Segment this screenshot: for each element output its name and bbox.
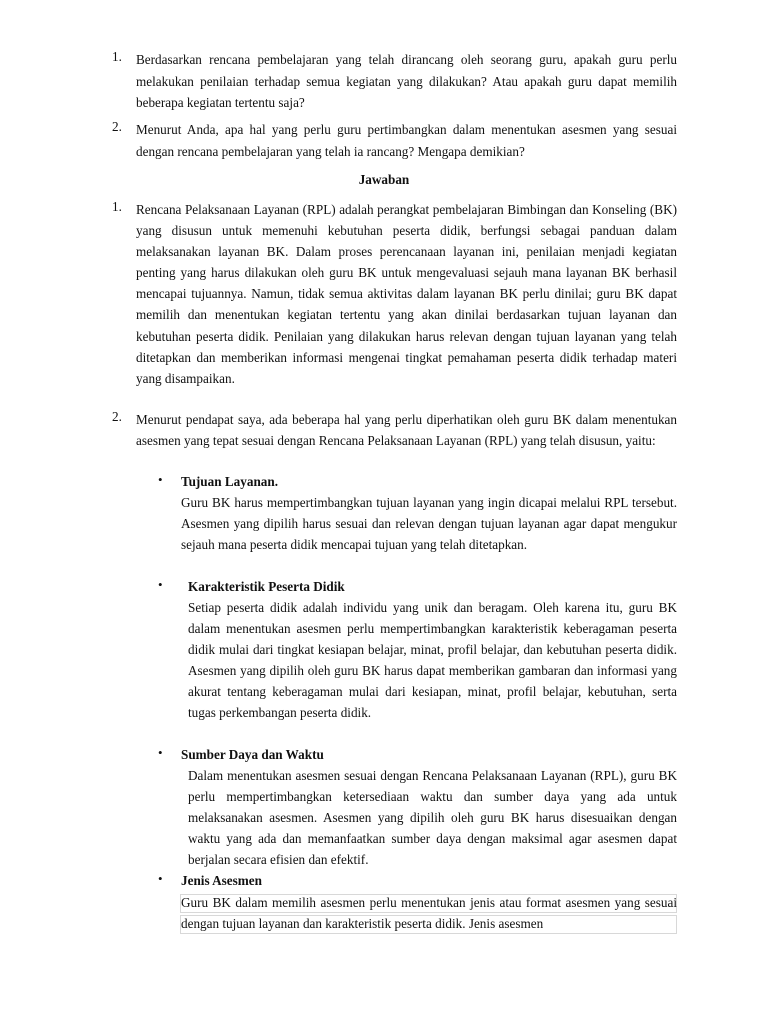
answer-2-number: 2.: [112, 409, 122, 424]
bullet-4-title: Jenis Asesmen: [181, 873, 262, 888]
bullet-1-title: Tujuan Layanan.: [181, 474, 279, 489]
answer-1-number: 1.: [112, 199, 122, 214]
bullet-4-body: Guru BK dalam memilih asesmen perlu menentukan jenis atau format asesmen yang sesuai dengan tujuan layanan dan karakteristik peserta didik. Jenis asesmen: [181, 895, 677, 932]
question-1-number: 1.: [112, 49, 122, 64]
bullet-marker: •: [158, 472, 163, 487]
bullet-3-body: Dalam menentukan asesmen sesuai dengan Rencana Pelaksanaan Layanan (RPL), guru BK perlu mempertimbangkan ketersediaan waktu dan sumber daya yang ada untuk melaksanakan asesmen. Asesmen yang dipilih oleh guru BK harus disesuaikan dengan waktu yang ada dan memanfaatkan sumber daya dengan maksimal agar asesmen dapat berjalan secara efisien dan efektif.: [188, 768, 677, 868]
question-1-text: Berdasarkan rencana pembelajaran yang telah dirancang oleh seorang guru, apakah guru perlu melakukan penilaian terhadap semua kegiatan yang dilakukan? Atau apakah guru dapat memilih beberapa kegiatan tertentu saja?: [136, 52, 677, 110]
bullet-marker: •: [158, 871, 163, 886]
bullet-2-title: Karakteristik Peserta Didik: [188, 579, 345, 594]
answer-1-text: Rencana Pelaksanaan Layanan (RPL) adalah perangkat pembelajaran Bimbingan dan Konseling (BK) yang disusun untuk memenuhi kebutuhan peserta didik, berfungsi sebagai panduan dalam melaksanakan layanan BK. Dalam proses perencanaan layanan ini, penilaian menjadi kegiatan penting yang harus dilakukan oleh guru BK untuk mengevaluasi sejauh mana layanan BK berhasil mencapai tujuannya. Namun, tidak semua aktivitas dalam layanan BK perlu dinilai; guru BK dapat memilih dan menentukan kegiatan tertentu yang akan dinilai berdasarkan tujuan layanan dan kebutuhan peserta didik. Penilaian yang dilakukan harus relevan dengan tujuan layanan yang telah ditetapkan dan memberikan informasi mengenai tingkat pemahaman peserta didik terhadap materi yang disampaikan.: [136, 202, 677, 386]
bullet-marker: •: [158, 745, 163, 760]
bullet-marker: •: [158, 577, 163, 592]
question-2-number: 2.: [112, 119, 122, 134]
answer-2-text: Menurut pendapat saya, ada beberapa hal yang perlu diperhatikan oleh guru BK dalam menentukan asesmen yang tepat sesuai dengan Rencana Pelaksanaan Layanan (RPL) yang telah disusun, yaitu:: [136, 412, 677, 449]
answers-heading: Jawaban: [358, 172, 410, 187]
bullet-3-title: Sumber Daya dan Waktu: [181, 747, 324, 762]
bullet-2-body: Setiap peserta didik adalah individu yang unik dan beragam. Oleh karena itu, guru BK dalam menentukan asesmen perlu mempertimbangkan karakteristik keberagaman peserta didik mulai dari tingkat kesiapan belajar, minat, profil belajar, dan kebutuhan peserta didik. Asesmen yang dipilih oleh guru BK harus dapat memberikan gambaran dan informasi yang akurat tentang keberagaman mulai dari kesiapan, minat, profil belajar, kebutuhan, serta tugas perkembangan peserta didik.: [188, 600, 677, 721]
bullet-1-body: Guru BK harus mempertimbangkan tujuan layanan yang ingin dicapai melalui RPL tersebut. Asesmen yang dipilih harus sesuai dan relevan dengan tujuan layanan agar dapat mengukur sejauh mana peserta didik mencapai tujuan yang telah ditetapkan.: [181, 495, 677, 553]
question-2-text: Menurut Anda, apa hal yang perlu guru pertimbangkan dalam menentukan asesmen yang sesuai dengan rencana pembelajaran yang telah ia rancang? Mengapa demikian?: [136, 122, 677, 159]
